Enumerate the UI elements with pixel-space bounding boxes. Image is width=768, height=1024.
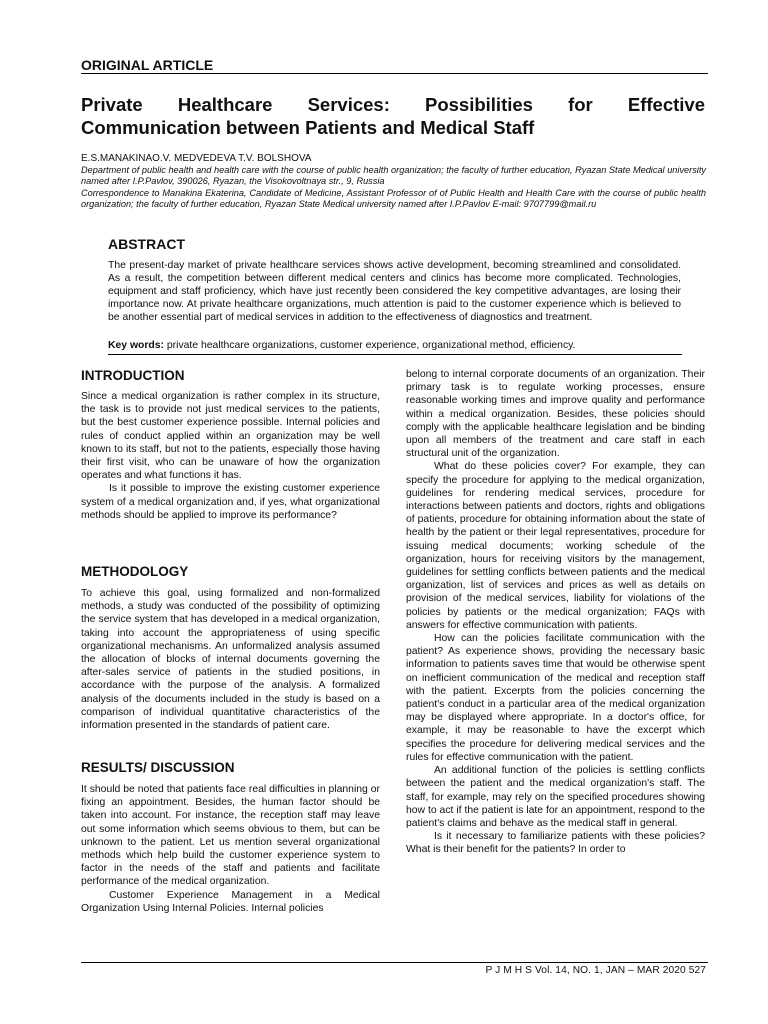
paragraph: How can the policies facilitate communication with the patient? As experience shows, providing the necessary basic information to patients saves time that would be otherwise spent on inefficient communication of the medical and reception staff with the patient. Excerpts from the policies concerning the patient's conduct in a particular area of the medical organization may be displayed where appropriate. In a doctor's office, for example, it may be reasonable to have the excerpt which specifies the procedure for delivering medical services and the rules for effective communication with the patient. [406, 633, 705, 763]
keywords-text: private healthcare organizations, customer experience, organizational method, efficiency. [164, 340, 576, 351]
introduction-heading: INTRODUCTION [81, 368, 185, 383]
paragraph: Since a medical organization is rather complex in its structure, the task is to provide not just medical services to the patients, but the best customer experience possible. Internal policies and rules of conduct applied within an organization may be well known to its staff, but not to the patients, especially those having their first visit, who can be unaware of how the organization operates and what functions it has. [81, 391, 380, 482]
top-rule [81, 73, 708, 74]
correspondence: Correspondence to Manakina Ekaterina, Candidate of Medicine, Assistant Professor of of Public Health and Health Care with the course of public health organization; the faculty of further education, Ryazan State Medical university named after I.P.Pavlov E-mail: 9707799@mail.ru [81, 187, 706, 210]
footer-rule [81, 962, 708, 963]
paragraph: Customer Experience Management in a Medical Organization Using Internal Policies. Internal policies [81, 889, 380, 914]
article-title [81, 93, 705, 139]
paragraph: It should be noted that patients face real difficulties in planning or fixing an appointment. Besides, the human factor should be taken into account. For instance, the reception staff may leave out some information which seems obvious to them, but can be unknown to the patient. Let us mention several organizational methods which help build the customer experience system to factor in the needs of the staff and patients and facilitate performance of the medical organization. [81, 784, 380, 888]
abstract-heading: ABSTRACT [108, 236, 185, 252]
keywords-label: Key words: [108, 340, 165, 351]
paragraph: Is it necessary to familiarize patients with these policies? What is their benefit for the patients? In order to [406, 831, 705, 856]
paragraph: Is it possible to improve the existing customer experience system of a medical organization and, if yes, what organizational methods should be applied to improve its performance? [81, 483, 380, 521]
affiliation-block [81, 165, 706, 211]
title-line-1: Private Healthcare Services: Possibilities for Effective [81, 94, 705, 115]
abstract-body [108, 259, 681, 324]
abstract-text: The present-day market of private healthcare services shows active development, becoming streamlined and consolidated. As a result, the competition between different medical centers and clinics has become more complicated. Technologies, equipment and staff proficiency, which have just recently been considered the key competitive advantages, are losing their importance now. At private healthcare organizations, much attention is paid to the customer experience which is believed to be another essential part of medical services in addition to the effectiveness of diagnostics and treatment. [108, 260, 681, 324]
affiliation: Department of public health and health care with the course of public health organization; the faculty of further education, Ryazan State Medical university named after I.P.Pavlov, 390026, Ryazan, the Visokovoltnaya str., 9, Russia [81, 165, 706, 187]
results-heading: RESULTS/ DISCUSSION [81, 760, 235, 775]
authors: E.S.MANAKINAO.V. MEDVEDEVA T.V. BOLSHOVA [81, 153, 312, 164]
keywords [108, 339, 681, 352]
title-line-2: Communication between Patients and Medical Staff [81, 117, 535, 138]
paragraph: What do these policies cover? For example, they can specify the procedure for applying to the medical organization, guidelines for rendering medical services, procedure for interactions between patients and doctors, rights and obligations of patients, procedure for obtaining information about the state of health by the patient or their legal representatives, procedure for issuing medical documents; working schedule of the organization, hours for receiving visitors by the management, guidelines for settling conflicts between patients and the medical organization, list of services and prices as well as details on provision of the medical services, liability for violations of the policies by patients or the medical organization; FAQs with answers for effective communication with patients. [406, 461, 705, 631]
journal-footer: P J M H S Vol. 14, NO. 1, JAN – MAR 2020 527 [485, 965, 706, 976]
results-body [81, 783, 380, 915]
right-column-body [406, 368, 705, 857]
paragraph: belong to internal corporate documents of an organization. Their primary task is to regulate working processes, ensure reasonable working times and improve quality and performance within a medical organization. Besides, these policies should comply with the applicable healthcare legislation and be binding upon all members of the treatment and care staff in each structural unit of the organization. [406, 369, 705, 460]
paragraph: An additional function of the policies is settling conflicts between the patient and the medical organization's staff. The staff, for example, may rely on the specified procedures showing how to act if the patient is late for an appointment, respond to the patient's claims and behave as the medical staff in general. [406, 765, 705, 829]
methodology-heading: METHODOLOGY [81, 564, 189, 579]
methodology-body [81, 587, 380, 732]
abstract-rule [108, 354, 682, 355]
paragraph: To achieve this goal, using formalized and non-formalized methods, a study was conducted of the possibility of optimizing the service system that has developed in a medical organization, taking into account the appropriateness of using specific organizational mechanisms. An unformalized analysis assumed the allocation of blocks of internal documents governing the after-sales service of patients in the studied positions, in accordance with the purpose of the analysis. A formalized analysis of the documents included in the study is based on a comparison of individual quantitative characteristics of the information presented in the standards of patient care. [81, 588, 380, 732]
introduction-body [81, 390, 380, 522]
section-label: ORIGINAL ARTICLE [81, 57, 214, 73]
